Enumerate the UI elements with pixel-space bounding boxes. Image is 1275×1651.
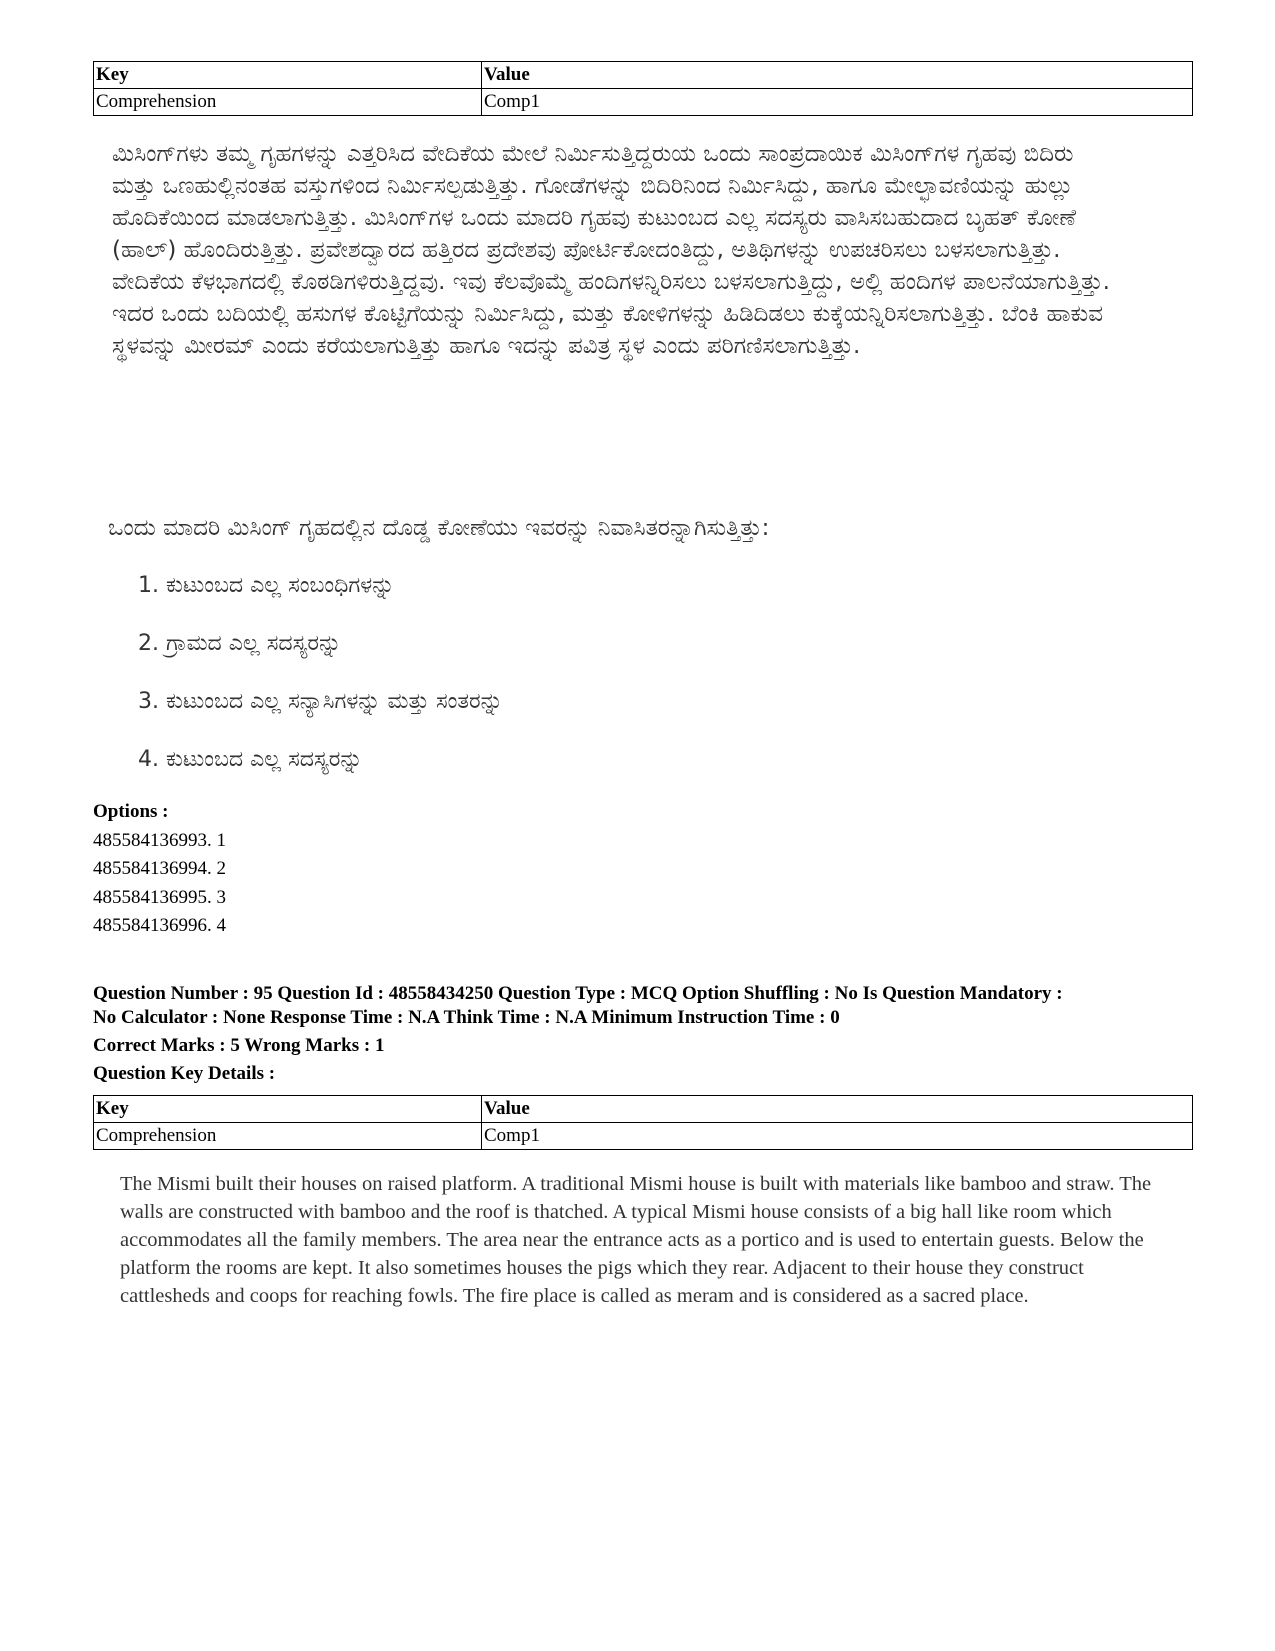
marks-line: Correct Marks : 5 Wrong Marks : 1	[93, 1035, 385, 1056]
answer-choice: 1. ಕುಟುಂಬದ ಎಲ್ಲ ಸಂಬಂಧಿಗಳನ್ನು	[138, 573, 395, 598]
answer-choice: 3. ಕುಟುಂಬದ ಎಲ್ಲ ಸನ್ಯಾಸಿಗಳನ್ನು ಮತ್ತು ಸಂತರನ್ನು	[138, 689, 503, 714]
english-comprehension-passage: The Mismi built their houses on raised platform. A traditional Mismi house is built with materials like bamboo and straw. The walls are constructed with bamboo and the roof is thatched. A typical Mismi house consists of a big hall like room which accommodates all the family members. The area near the entrance acts as a portico and is used to entertain guests. Below the platform the rooms are kept. It also sometimes houses the pigs which they rear. Adjacent to their house they construct cattlesheds and coops for reaching fowls. The fire place is called as meram and is considered as a sacred place.	[120, 1173, 1152, 1307]
table-header-key: Key	[94, 1096, 482, 1123]
key-value-table-bottom	[93, 1095, 1193, 1150]
option-item: 485584136994. 2	[93, 858, 226, 879]
table-header-value: Value	[482, 62, 1193, 89]
table-cell-value: Comp1	[482, 1123, 1193, 1150]
table-row	[94, 89, 1193, 116]
question-metadata	[93, 982, 1203, 1030]
options-label: Options :	[93, 801, 169, 822]
table-header-key: Key	[94, 62, 482, 89]
question-meta-line: No Calculator : None Response Time : N.A Think Time : N.A Minimum Instruction Time : 0	[93, 1007, 840, 1028]
key-details-label: Question Key Details :	[93, 1063, 276, 1084]
answer-choice: 2. ಗ್ರಾಮದ ಎಲ್ಲ ಸದಸ್ಯರನ್ನು	[138, 631, 342, 656]
table-header-value: Value	[482, 1096, 1193, 1123]
table-cell-value: Comp1	[482, 89, 1193, 116]
option-item: 485584136996. 4	[93, 915, 226, 936]
answer-choice: 4. ಕುಟುಂಬದ ಎಲ್ಲ ಸದಸ್ಯರನ್ನು	[138, 747, 363, 772]
key-value-table-top	[93, 61, 1193, 116]
options-section	[93, 798, 226, 941]
table-cell-key: Comprehension	[94, 1123, 482, 1150]
option-item: 485584136993. 1	[93, 829, 226, 851]
table-row	[94, 1123, 1193, 1150]
table-cell-key: Comprehension	[94, 89, 482, 116]
table-header-row	[94, 1096, 1193, 1123]
question-meta-line: Question Number : 95 Question Id : 48558434250 Question Type : MCQ Option Shuffling : No Is Question Mandatory :	[93, 983, 1063, 1004]
kannada-answer-choices	[138, 570, 503, 802]
option-item: 485584136995. 3	[93, 886, 226, 908]
table-header-row	[94, 62, 1193, 89]
kannada-comprehension-passage: ಮಿಸಿಂಗ್‌ಗಳು ತಮ್ಮ ಗೃಹಗಳನ್ನು ಎತ್ತರಿಸಿದ ವೇದಿಕೆಯ ಮೇಲೆ ನಿರ್ಮಿಸುತ್ತಿದ್ದರುಯ ಒಂದು ಸಾಂಪ್ರದಾಯಿಕ ಮಿಸಿಂಗ್‌ಗಳ ಗೃಹವು ಬಿದಿರು ಮತ್ತು ಒಣಹುಲ್ಲಿನಂತಹ ವಸ್ತುಗಳಿಂದ ನಿರ್ಮಿಸಲ್ಪಡುತ್ತಿತ್ತು. ಗೋಡೆಗಳನ್ನು ಬಿದಿರಿನಿಂದ ನಿರ್ಮಿಸಿದ್ದು, ಹಾಗೂ ಮೇಲ್ಛಾವಣಿಯನ್ನು ಹುಲ್ಲು ಹೊದಿಕೆಯಿಂದ ಮಾಡಲಾಗುತ್ತಿತ್ತು. ಮಿಸಿಂಗ್‌ಗಳ ಒಂದು ಮಾದರಿ ಗೃಹವು ಕುಟುಂಬದ ಎಲ್ಲ ಸದಸ್ಯರು ವಾಸಿಸಬಹುದಾದ ಬೃಹತ್ ಕೋಣೆ (ಹಾಲ್) ಹೊಂದಿರುತ್ತಿತ್ತು. ಪ್ರವೇಶದ್ವಾರದ ಹತ್ತಿರದ ಪ್ರದೇಶವು ಪೋರ್ಟಿಕೋದಂತಿದ್ದು, ಅತಿಥಿಗಳನ್ನು ಉಪಚರಿಸಲು ಬಳಸಲಾಗುತ್ತಿತ್ತು. ವೇದಿಕೆಯ ಕೆಳಭಾಗದಲ್ಲಿ ಕೊಠಡಿಗಳಿರುತ್ತಿದ್ದವು. ಇವು ಕೆಲವೊಮ್ಮೆ ಹಂದಿಗಳನ್ನಿರಿಸಲು ಬಳಸಲಾಗುತ್ತಿದ್ದು, ಅಲ್ಲಿ ಹಂದಿಗಳ ಪಾಲನೆಯಾಗುತ್ತಿತ್ತು. ಇದರ ಒಂದು ಬದಿಯಲ್ಲಿ ಹಸುಗಳ ಕೊಟ್ಟಿಗೆಯನ್ನು ನಿರ್ಮಿಸಿದ್ದು, ಮತ್ತು ಕೋಳಿಗಳನ್ನು ಹಿಡಿದಿಡಲು ಕುಕ್ಕೆಯನ್ನಿರಿಸಲಾಗುತ್ತಿತ್ತು. ಬೆಂಕಿ ಹಾಕುವ ಸ್ಥಳವನ್ನು ಮೀರಮ್ ಎಂದು ಕರೆಯಲಾಗುತ್ತಿತ್ತು ಹಾಗೂ ಇದನ್ನು ಪವಿತ್ರ ಸ್ಥಳ ಎಂದು ಪರಿಗಣಿಸಲಾಗುತ್ತಿತ್ತು.	[112, 141, 1110, 359]
kannada-question-stem: ಒಂದು ಮಾದರಿ ಮಿಸಿಂಗ್ ಗೃಹದಲ್ಲಿನ ದೊಡ್ಡ ಕೋಣೆಯು ಇವರನ್ನು ನಿವಾಸಿತರನ್ನಾಗಿಸುತ್ತಿತ್ತು:	[108, 515, 770, 541]
